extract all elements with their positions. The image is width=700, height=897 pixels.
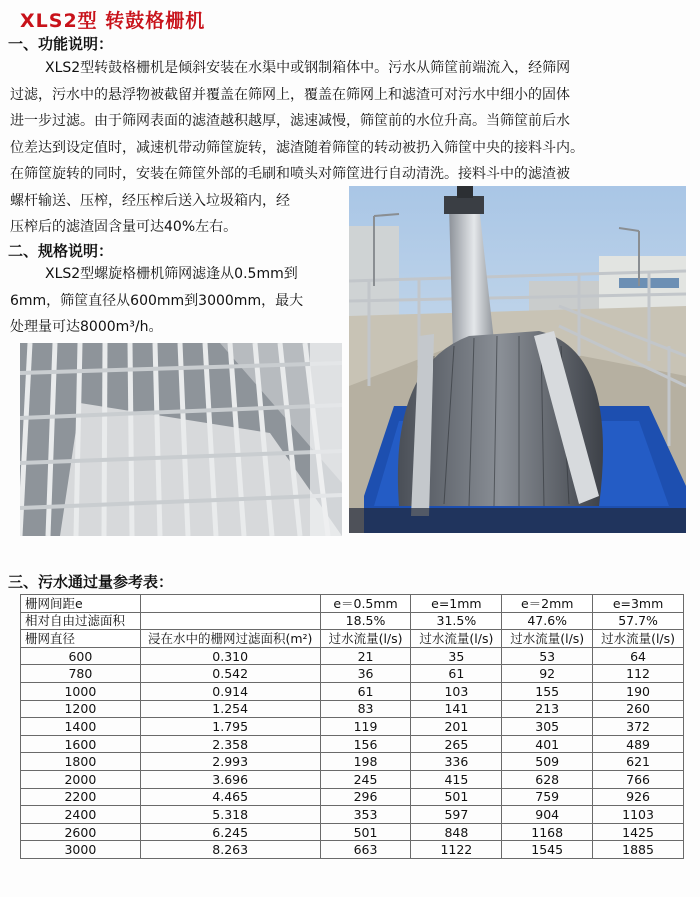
table-cell: 2200 [21,788,141,806]
table-cell: 21 [320,647,411,665]
table-cell: 201 [411,718,502,736]
table-cell: 1200 [21,700,141,718]
table-cell: 1000 [21,682,141,700]
table-row [21,682,684,700]
table-cell: 36 [320,665,411,683]
table-cell: 0.542 [140,665,320,683]
table-cell: 1.254 [140,700,320,718]
table-cell: 597 [411,806,502,824]
table-cell: 4.465 [140,788,320,806]
table-cell: 2.358 [140,735,320,753]
table-cell: 5.318 [140,806,320,824]
table-cell: 2400 [21,806,141,824]
page-title: XLS2型 转鼓格栅机 [20,10,206,32]
table-cell: 401 [502,735,593,753]
table-cell: 501 [411,788,502,806]
table-cell: 759 [502,788,593,806]
table-header-cell: e=3mm [593,595,684,613]
table-cell: 305 [502,718,593,736]
table-cell: 600 [21,647,141,665]
table-header-cell: e＝0.5mm [320,595,411,613]
table-row [21,700,684,718]
table-cell: 213 [502,700,593,718]
table-cell: 1425 [593,823,684,841]
table-header-cell [140,595,320,613]
drum-screen-photo [349,186,686,533]
table-header-cell: 栅网间距e [21,595,141,613]
table-cell: 156 [320,735,411,753]
table-row [21,788,684,806]
table-cell: 1168 [502,823,593,841]
table-header-cell: 浸在水中的栅网过滤面积(m²) [140,630,320,648]
table-cell: 155 [502,682,593,700]
table-cell: 663 [320,841,411,859]
table-header-cell: 过水流量(l/s) [411,630,502,648]
table-cell: 260 [593,700,684,718]
table-header-cell: e＝2mm [502,595,593,613]
table-cell: 489 [593,735,684,753]
section-heading-function: 一、功能说明： [8,35,114,53]
table-cell: 112 [593,665,684,683]
table-cell: 83 [320,700,411,718]
table-cell: 848 [411,823,502,841]
section-heading-table: 三、污水通过量参考表： [8,573,174,591]
table-cell: 1545 [502,841,593,859]
table-row [21,735,684,753]
table-cell: 53 [502,647,593,665]
table-row [21,770,684,788]
table-cell: 926 [593,788,684,806]
table-cell: 8.263 [140,841,320,859]
table-cell: 141 [411,700,502,718]
table-header-cell: 相对自由过滤面积 [21,612,141,630]
grating-closeup-photo [20,343,342,536]
section1-line-6: 螺杆输送、压榨，经压榨后送入垃圾箱内，经 [10,192,290,209]
table-cell: 61 [320,682,411,700]
table-header-cell: 47.6% [502,612,593,630]
table-cell: 119 [320,718,411,736]
table-header-row [21,595,684,613]
table-cell: 509 [502,753,593,771]
table-cell: 245 [320,770,411,788]
table-cell: 2600 [21,823,141,841]
table-cell: 2000 [21,770,141,788]
table-cell: 1400 [21,718,141,736]
table-cell: 296 [320,788,411,806]
table-cell: 103 [411,682,502,700]
table-cell: 780 [21,665,141,683]
section1-line-2: 过滤，污水中的悬浮物被截留并覆盖在筛网上，覆盖在筛网上和滤渣可对污水中细小的固体 [10,86,570,103]
table-cell: 0.310 [140,647,320,665]
table-cell: 2.993 [140,753,320,771]
table-cell: 766 [593,770,684,788]
table-header-cell [140,612,320,630]
table-cell: 1122 [411,841,502,859]
table-cell: 190 [593,682,684,700]
section1-line-7: 压榨后的滤渣固含量可达40%左右。 [10,219,238,235]
table-header-cell: 栅网直径 [21,630,141,648]
table-header-row [21,612,684,630]
table-cell: 1600 [21,735,141,753]
table-header-cell: 31.5% [411,612,502,630]
table-cell: 198 [320,753,411,771]
table-cell: 1800 [21,753,141,771]
table-header-cell: 过水流量(l/s) [320,630,411,648]
table-row [21,841,684,859]
table-cell: 35 [411,647,502,665]
table-row [21,647,684,665]
table-cell: 353 [320,806,411,824]
table-row [21,823,684,841]
table-cell: 61 [411,665,502,683]
table-cell: 1.795 [140,718,320,736]
table-cell: 3.696 [140,770,320,788]
section1-line-3: 进一步过滤。由于筛网表面的滤渣越积越厚，滤速减慢，筛筐前的水位升高。当筛筐前后水 [10,113,570,129]
table-cell: 501 [320,823,411,841]
flow-reference-table [20,594,684,859]
table-header-cell: e=1mm [411,595,502,613]
table-cell: 336 [411,753,502,771]
table-cell: 372 [593,718,684,736]
table-header-cell: 过水流量(l/s) [502,630,593,648]
table-header-cell: 18.5% [320,612,411,630]
table-header-cell: 过水流量(l/s) [593,630,684,648]
section1-line-1: XLS2型转鼓格栅机是倾斜安装在水渠中或钢制箱体中。污水从筛筐前端流入，经筛网 [45,60,571,76]
table-row [21,806,684,824]
table-cell: 6.245 [140,823,320,841]
table-header-cell: 57.7% [593,612,684,630]
section2-line-1: XLS2型螺旋格栅机筛网滤逢从0.5mm到 [45,266,298,282]
table-cell: 64 [593,647,684,665]
table-cell: 92 [502,665,593,683]
section1-line-4: 位差达到设定值时，减速机带动筛筐旋转，滤渣随着筛筐的转动被扔入筛筐中央的接料斗内。 [10,139,584,156]
table-row [21,718,684,736]
table-cell: 1103 [593,806,684,824]
table-cell: 265 [411,735,502,753]
table-cell: 415 [411,770,502,788]
table-cell: 1885 [593,841,684,859]
table-cell: 0.914 [140,682,320,700]
table-header-row [21,630,684,648]
table-cell: 621 [593,753,684,771]
table-cell: 904 [502,806,593,824]
section1-line-5: 在筛筐旋转的同时，安装在筛筐外部的毛刷和喷头对筛筐进行自动清洗。接料斗中的滤渣被 [10,166,570,182]
section-heading-spec: 二、规格说明： [8,242,114,260]
table-cell: 3000 [21,841,141,859]
table-row [21,665,684,683]
table-cell: 628 [502,770,593,788]
section2-line-3: 处理量可达8000m³/h。 [10,319,163,335]
section2-line-2: 6mm，筛筐直径从600mm到3000mm，最大 [10,292,304,309]
table-row [21,753,684,771]
